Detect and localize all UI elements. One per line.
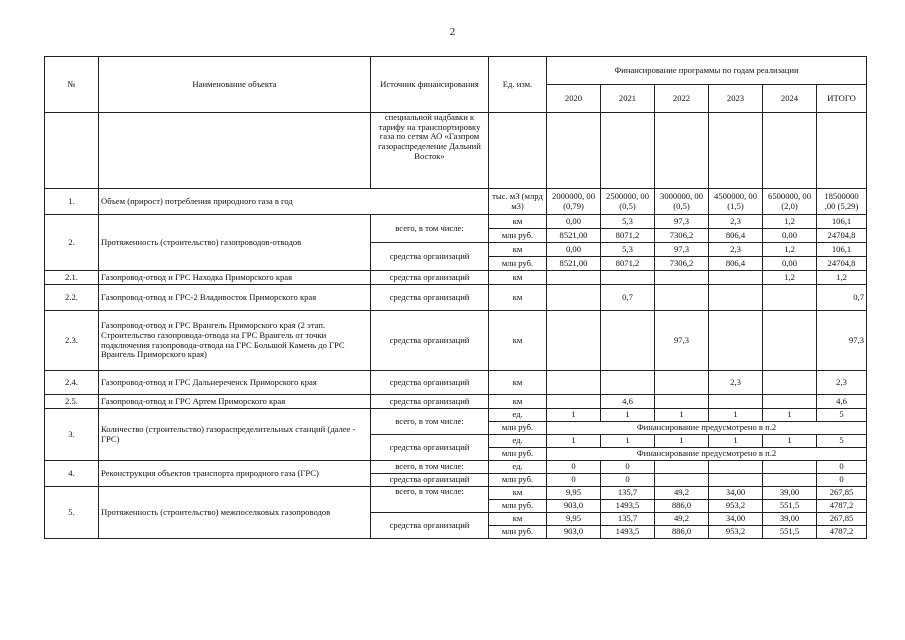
- source-cell: средства организаций: [371, 271, 489, 285]
- value-cell: [709, 285, 763, 311]
- funding-note: Финансирование предусмотрено в п.2: [547, 448, 867, 461]
- value-cell: [547, 371, 601, 395]
- row-name: Количество (строительство) газораспределительных станций (далее - ГРС): [99, 409, 371, 461]
- value-cell: 24704,8: [817, 257, 867, 271]
- row-num: 1.: [45, 189, 99, 215]
- value-cell: 1: [655, 409, 709, 422]
- header-funding: Финансирование программы по годам реализации: [547, 57, 867, 85]
- value-cell: 1: [763, 435, 817, 448]
- value-cell: 4500000, 00 (1,5): [709, 189, 763, 215]
- row-name: Протяженность (строительство) газопроводов-отводов: [99, 215, 371, 271]
- value-cell: 267,85: [817, 487, 867, 500]
- row-name: Газопровод-отвод и ГРС-2 Владивосток Приморского края: [99, 285, 371, 311]
- value-cell: 0,7: [817, 285, 867, 311]
- source-cell: средства организаций: [371, 243, 489, 271]
- header-year: 2021: [601, 85, 655, 113]
- header-name: Наименование объекта: [99, 57, 371, 113]
- row-name: Газопровод-отвод и ГРС Дальнереченск Приморского края: [99, 371, 371, 395]
- header-unit: Ед. изм.: [489, 57, 547, 113]
- unit-cell: млн руб.: [489, 500, 547, 513]
- value-cell: 34,00: [709, 487, 763, 500]
- value-cell: 1: [655, 435, 709, 448]
- source-cell: всего, в том числе:: [371, 409, 489, 435]
- value-cell: [709, 395, 763, 409]
- unit-cell: км: [489, 285, 547, 311]
- value-cell: 806,4: [709, 229, 763, 243]
- value-cell: 953,2: [709, 526, 763, 539]
- value-cell: 1493,5: [601, 500, 655, 513]
- value-cell: 953,2: [709, 500, 763, 513]
- row-num: 2.3.: [45, 311, 99, 371]
- funding-table: [44, 56, 867, 539]
- unit-cell: км: [489, 487, 547, 500]
- value-cell: 7306,2: [655, 229, 709, 243]
- value-cell: [709, 474, 763, 487]
- source-cell: всего, в том числе:: [371, 487, 489, 513]
- value-cell: 2,3: [817, 371, 867, 395]
- value-cell: 1: [547, 409, 601, 422]
- row-num: 2.: [45, 215, 99, 271]
- value-cell: 5,3: [601, 243, 655, 257]
- value-cell: 903,0: [547, 500, 601, 513]
- value-cell: 6500000, 00 (2,0): [763, 189, 817, 215]
- row-num: 2.5.: [45, 395, 99, 409]
- row-name: Протяженность (строительство) межпоселковых газопроводов: [99, 487, 371, 539]
- source-cell: всего, в том числе:: [371, 461, 489, 474]
- row-name: Реконструкция объектов транспорта природного газа (ГРС): [99, 461, 371, 487]
- value-cell: 97,3: [655, 243, 709, 257]
- value-cell: 135,7: [601, 487, 655, 500]
- value-cell: 0: [817, 461, 867, 474]
- row-num: 3.: [45, 409, 99, 461]
- header-year: 2023: [709, 85, 763, 113]
- value-cell: 1493,5: [601, 526, 655, 539]
- value-cell: 886,0: [655, 500, 709, 513]
- value-cell: 1,2: [817, 271, 867, 285]
- value-cell: [601, 311, 655, 371]
- source-cell: средства организаций: [371, 311, 489, 371]
- row-num: 2.2.: [45, 285, 99, 311]
- unit-cell: тыс. м3 (млрд м3): [489, 189, 547, 215]
- header-num: №: [45, 57, 99, 113]
- row-name: Газопровод-отвод и ГРС Артем Приморского края: [99, 395, 371, 409]
- value-cell: 135,7: [601, 513, 655, 526]
- value-cell: 9,95: [547, 513, 601, 526]
- continuation-source: специальной надбавки к тарифу на транспортировку газа по сетям АО «Газпром газораспределение Дальний Восток»: [371, 113, 489, 189]
- value-cell: [763, 371, 817, 395]
- value-cell: 2500000, 00 (0,5): [601, 189, 655, 215]
- value-cell: [601, 271, 655, 285]
- value-cell: 267,85: [817, 513, 867, 526]
- value-cell: 97,3: [817, 311, 867, 371]
- value-cell: [547, 271, 601, 285]
- page-number: 2: [449, 26, 456, 38]
- value-cell: 4787,2: [817, 500, 867, 513]
- header-total: ИТОГО: [817, 85, 867, 113]
- unit-cell: км: [489, 371, 547, 395]
- unit-cell: км: [489, 215, 547, 229]
- unit-cell: ед.: [489, 435, 547, 448]
- value-cell: 0: [817, 474, 867, 487]
- value-cell: [763, 285, 817, 311]
- value-cell: [709, 311, 763, 371]
- source-cell: всего, в том числе:: [371, 215, 489, 243]
- value-cell: 0,00: [763, 257, 817, 271]
- value-cell: 1: [601, 435, 655, 448]
- unit-cell: км: [489, 271, 547, 285]
- row-name: Газопровод-отвод и ГРС Врангель Приморского края (2 этап. Строительство газопровода-отвода на ГРС Врангель от точки подключения газопровода-отвода на ГРС Большой Камень до ГРС Врангель Приморского края): [99, 311, 371, 371]
- value-cell: 551,5: [763, 500, 817, 513]
- value-cell: 1: [709, 435, 763, 448]
- unit-cell: млн руб.: [489, 229, 547, 243]
- value-cell: 0,7: [601, 285, 655, 311]
- header-source: Источник финансирования: [371, 57, 489, 113]
- unit-cell: млн руб.: [489, 257, 547, 271]
- value-cell: 0: [601, 474, 655, 487]
- value-cell: 4,6: [817, 395, 867, 409]
- value-cell: 49,2: [655, 513, 709, 526]
- value-cell: 4,6: [601, 395, 655, 409]
- value-cell: 5: [817, 409, 867, 422]
- value-cell: 1,2: [763, 271, 817, 285]
- value-cell: [709, 461, 763, 474]
- value-cell: 24704,8: [817, 229, 867, 243]
- value-cell: [763, 474, 817, 487]
- value-cell: 886,0: [655, 526, 709, 539]
- value-cell: 2000000, 00 (0,79): [547, 189, 601, 215]
- value-cell: [547, 395, 601, 409]
- value-cell: 0: [601, 461, 655, 474]
- source-cell: средства организаций: [371, 435, 489, 461]
- value-cell: 18500000 ,00 (5,29): [817, 189, 867, 215]
- value-cell: 1,2: [763, 215, 817, 229]
- value-cell: [763, 461, 817, 474]
- value-cell: 106,1: [817, 243, 867, 257]
- value-cell: 2,3: [709, 371, 763, 395]
- value-cell: 7306,2: [655, 257, 709, 271]
- unit-cell: км: [489, 395, 547, 409]
- value-cell: [655, 395, 709, 409]
- value-cell: 0: [547, 461, 601, 474]
- source-cell: средства организаций: [371, 513, 489, 539]
- header-year: 2022: [655, 85, 709, 113]
- value-cell: 39,00: [763, 487, 817, 500]
- value-cell: 39,00: [763, 513, 817, 526]
- value-cell: 0,00: [547, 243, 601, 257]
- unit-cell: млн руб.: [489, 474, 547, 487]
- value-cell: 97,3: [655, 311, 709, 371]
- value-cell: [709, 271, 763, 285]
- value-cell: 5,3: [601, 215, 655, 229]
- value-cell: 1: [601, 409, 655, 422]
- unit-cell: млн руб.: [489, 422, 547, 435]
- value-cell: 34,00: [709, 513, 763, 526]
- value-cell: 97,3: [655, 215, 709, 229]
- header-year: 2020: [547, 85, 601, 113]
- value-cell: 9,95: [547, 487, 601, 500]
- value-cell: [547, 311, 601, 371]
- value-cell: 4787,2: [817, 526, 867, 539]
- value-cell: 49,2: [655, 487, 709, 500]
- value-cell: [763, 311, 817, 371]
- unit-cell: ед.: [489, 409, 547, 422]
- value-cell: 1: [709, 409, 763, 422]
- source-cell: средства организаций: [371, 285, 489, 311]
- value-cell: 2,3: [709, 215, 763, 229]
- value-cell: [601, 371, 655, 395]
- row-num: 2.1.: [45, 271, 99, 285]
- value-cell: 806,4: [709, 257, 763, 271]
- source-cell: средства организаций: [371, 371, 489, 395]
- row-name: Объем (прирост) потребления природного газа в год: [99, 189, 489, 215]
- value-cell: 8071,2: [601, 257, 655, 271]
- value-cell: 0,00: [547, 215, 601, 229]
- header-year: 2024: [763, 85, 817, 113]
- value-cell: 1: [547, 435, 601, 448]
- source-cell: средства организаций: [371, 395, 489, 409]
- value-cell: 8521,00: [547, 257, 601, 271]
- value-cell: [763, 395, 817, 409]
- row-num: 5.: [45, 487, 99, 539]
- row-name: Газопровод-отвод и ГРС Находка Приморского края: [99, 271, 371, 285]
- value-cell: 106,1: [817, 215, 867, 229]
- value-cell: [547, 285, 601, 311]
- value-cell: [655, 474, 709, 487]
- unit-cell: млн руб.: [489, 448, 547, 461]
- unit-cell: ед.: [489, 461, 547, 474]
- value-cell: 8071,2: [601, 229, 655, 243]
- unit-cell: млн руб.: [489, 526, 547, 539]
- value-cell: [655, 271, 709, 285]
- value-cell: 1: [763, 409, 817, 422]
- value-cell: 0: [547, 474, 601, 487]
- value-cell: 551,5: [763, 526, 817, 539]
- unit-cell: км: [489, 243, 547, 257]
- value-cell: 5: [817, 435, 867, 448]
- value-cell: [655, 461, 709, 474]
- funding-note: Финансирование предусмотрено в п.2: [547, 422, 867, 435]
- unit-cell: км: [489, 311, 547, 371]
- row-num: 2.4.: [45, 371, 99, 395]
- value-cell: [655, 285, 709, 311]
- row-num: 4.: [45, 461, 99, 487]
- value-cell: 903,0: [547, 526, 601, 539]
- source-cell: средства организаций: [371, 474, 489, 487]
- value-cell: 2,3: [709, 243, 763, 257]
- value-cell: 1,2: [763, 243, 817, 257]
- value-cell: 0,00: [763, 229, 817, 243]
- value-cell: 8521,00: [547, 229, 601, 243]
- value-cell: 3000000, 00 (0,5): [655, 189, 709, 215]
- value-cell: [655, 371, 709, 395]
- unit-cell: км: [489, 513, 547, 526]
